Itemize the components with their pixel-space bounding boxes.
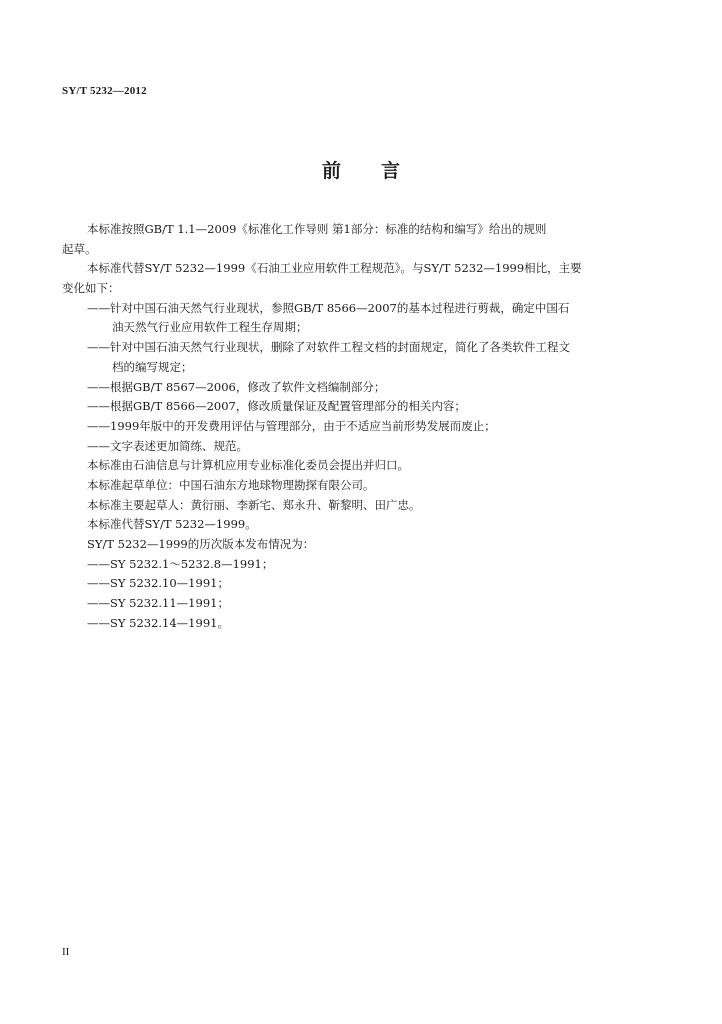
list-item: ——针对中国石油天然气行业现状，删除了对软件工程文档的封面规定，简化了各类软件工程文 bbox=[87, 340, 570, 355]
list-item: ——SY 5232.11—1991； bbox=[87, 596, 229, 611]
paragraph-line: 本标准由石油信息与计算机应用专业标准化委员会提出并归口。 bbox=[87, 458, 409, 473]
paragraph-line: SY/T 5232—1999的历次版本发布情况为： bbox=[87, 537, 315, 551]
list-item: ——根据GB/T 8567—2006，修改了软件文档编制部分； bbox=[87, 379, 386, 394]
list-item: ——SY 5232.10—1991； bbox=[87, 576, 229, 591]
list-item-continuation: 档的编写规定； bbox=[112, 359, 193, 374]
paragraph-line: 本标准代替SY/T 5232—1999。 bbox=[87, 517, 257, 532]
paragraph-line: 本标准代替SY/T 5232—1999《石油工业应用软件工程规范》。与SY/T 5232—1999相比，主要 bbox=[87, 261, 582, 276]
paragraph-line: 本标准主要起草人：黄衍丽、李新宅、郑永升、靳黎明、田广忠。 bbox=[87, 497, 421, 512]
paragraph-line: 本标准起草单位：中国石油东方地球物理勘探有限公司。 bbox=[87, 477, 375, 492]
list-item: ——针对中国石油天然气行业现状，参照GB/T 8566—2007的基本过程进行剪裁，确定中国石 bbox=[87, 300, 570, 315]
foreword-body bbox=[62, 220, 640, 633]
list-item: ——文字表述更加简练、规范。 bbox=[87, 438, 248, 453]
title-char-2: 言 bbox=[381, 160, 401, 182]
list-item: ——根据GB/T 8566—2007，修改质量保证及配置管理部分的相关内容； bbox=[87, 399, 466, 414]
paragraph-line: 起草。 bbox=[62, 241, 97, 256]
list-item: ——SY 5232.14—1991。 bbox=[87, 615, 229, 630]
standard-code: SY/T 5232—2012 bbox=[62, 85, 147, 97]
list-item: ——1999年版中的开发费用评估与管理部分，由于不适应当前形势发展而废止； bbox=[87, 418, 496, 433]
paragraph-line: 本标准按照GB/T 1.1—2009《标准化工作导则 第1部分：标准的结构和编写》给出的规则 bbox=[87, 222, 547, 236]
page-title bbox=[0, 156, 722, 183]
title-char-1: 前 bbox=[321, 160, 341, 182]
paragraph-line: 变化如下： bbox=[62, 281, 120, 296]
list-item-continuation: 油天然气行业应用软件工程生存周期； bbox=[112, 320, 308, 335]
list-item: ——SY 5232.1～5232.8—1991； bbox=[87, 556, 274, 571]
page-number: II bbox=[62, 946, 70, 958]
